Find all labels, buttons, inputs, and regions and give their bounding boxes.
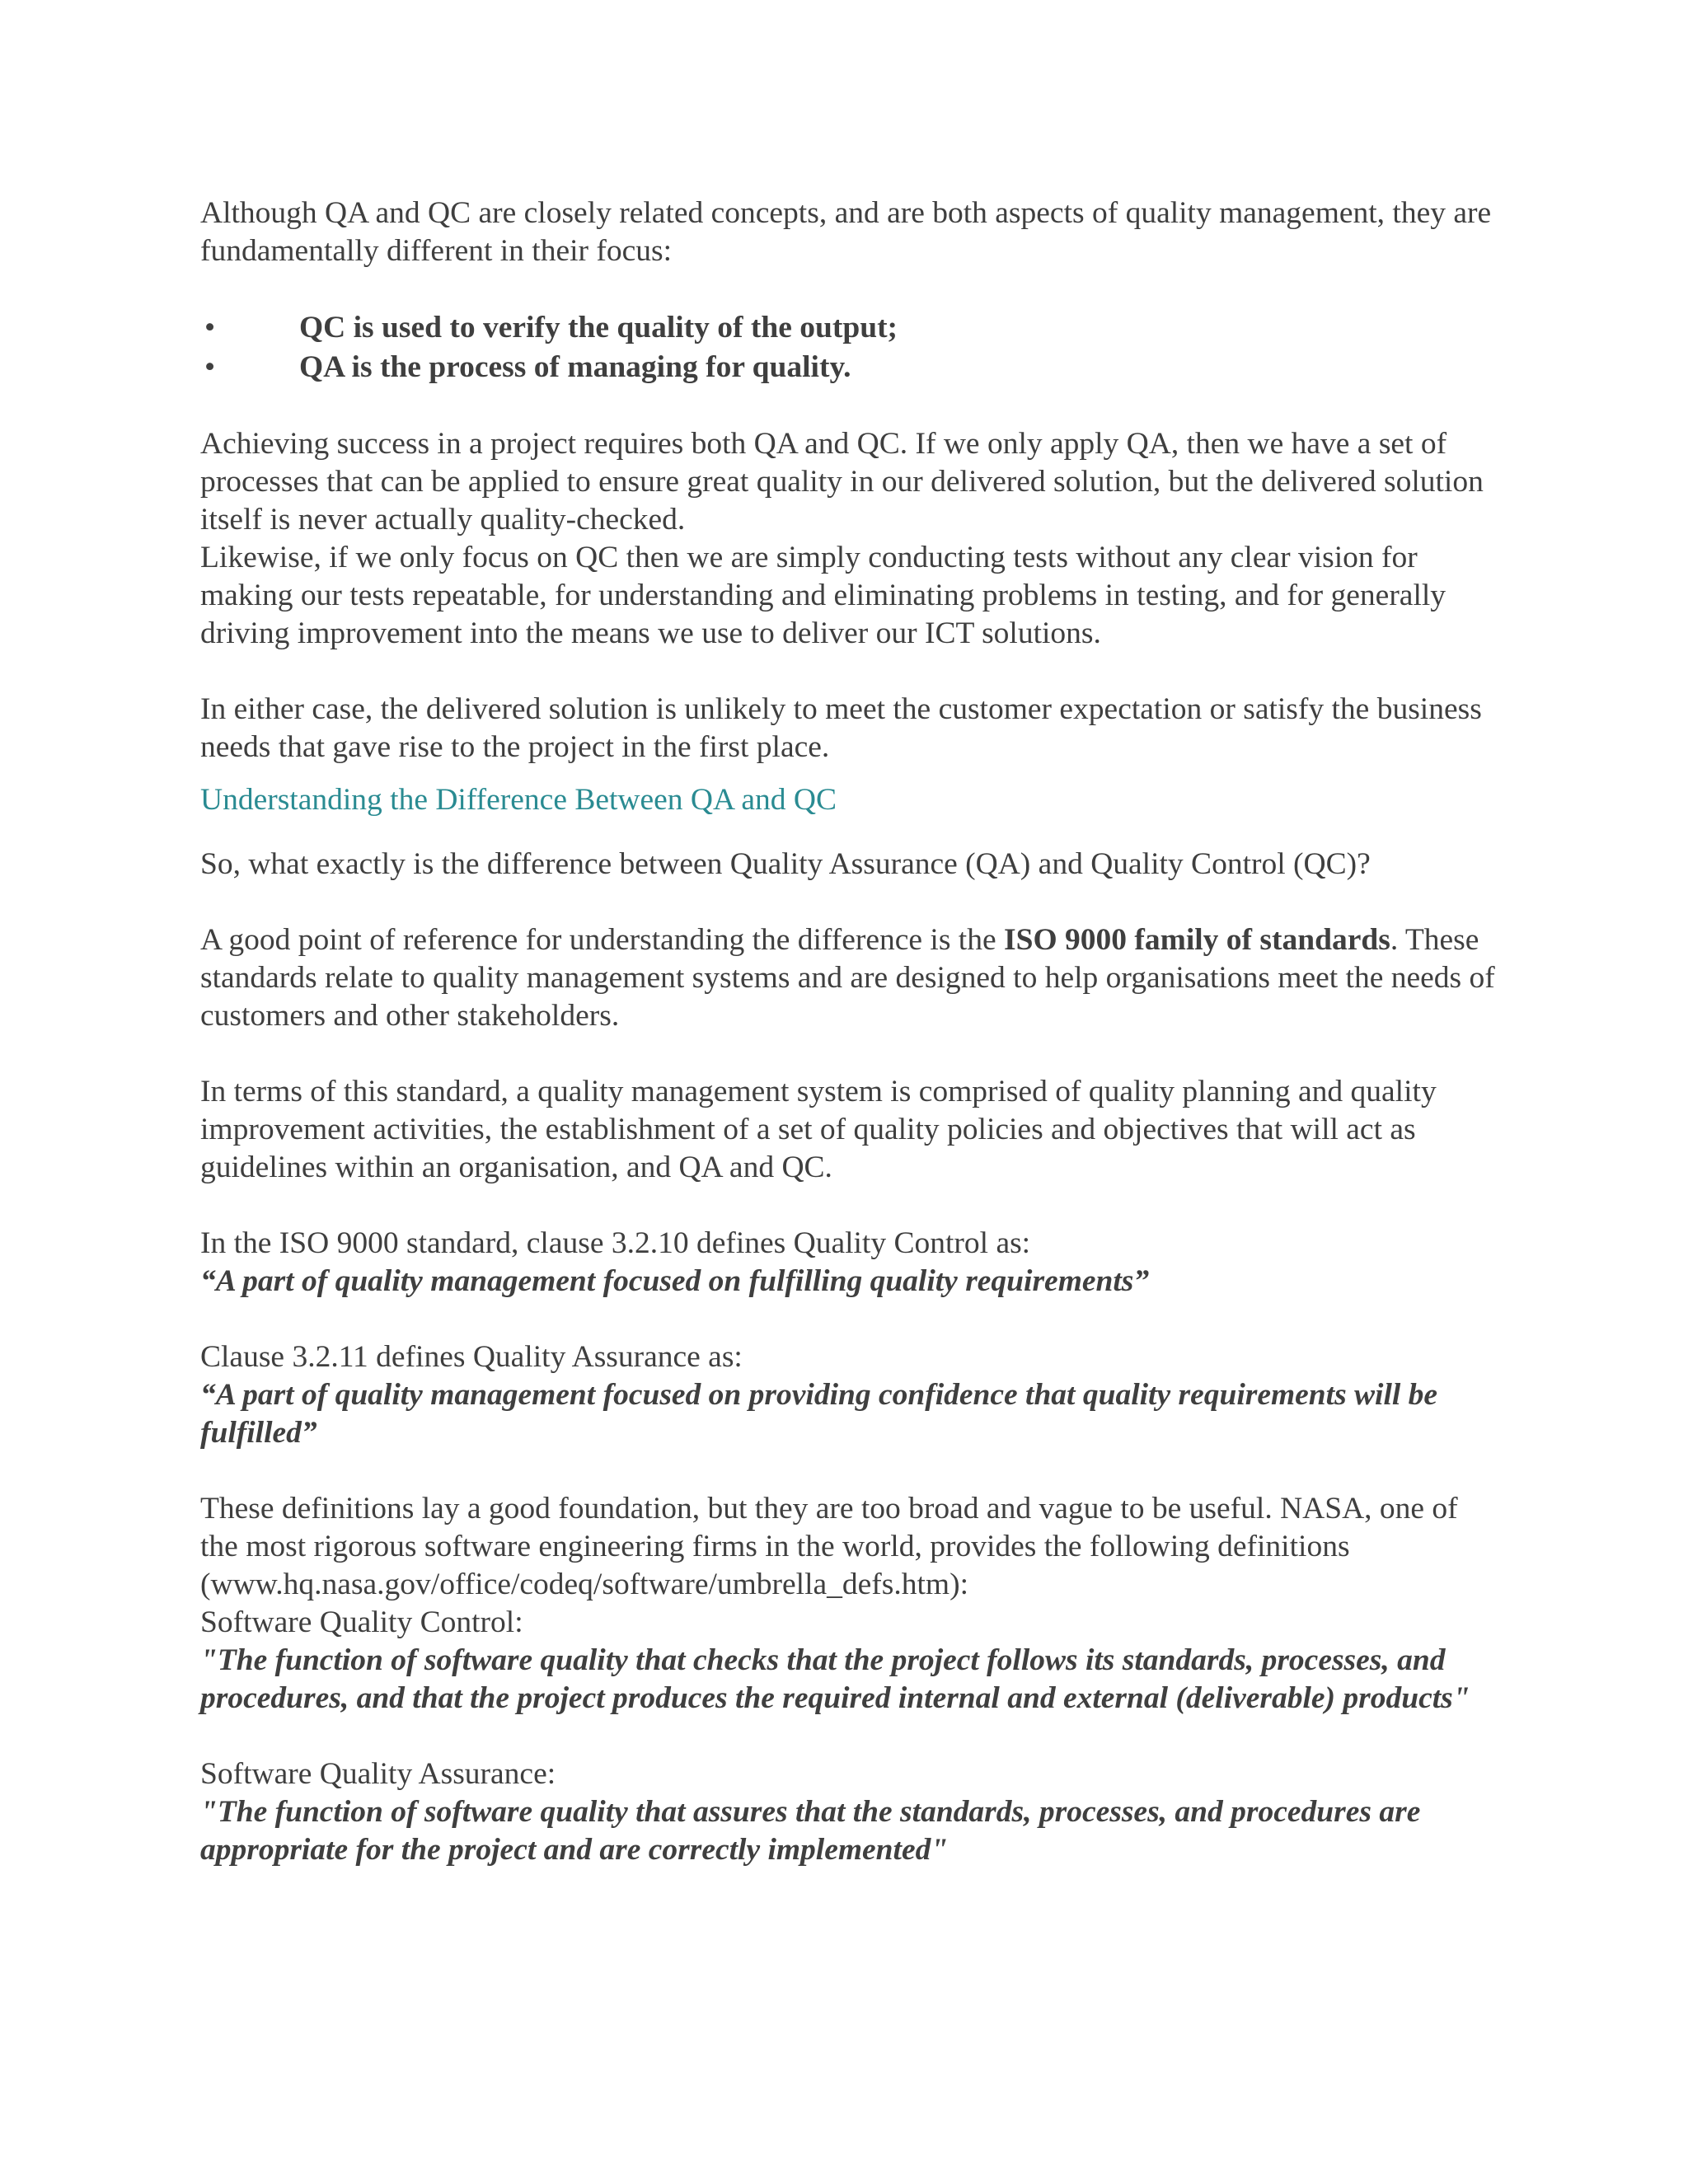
qc-definition-intro: In the ISO 9000 standard, clause 3.2.10 defines Quality Control as: bbox=[200, 1226, 1031, 1260]
qa-definition-intro: Clause 3.2.11 defines Quality Assurance as: bbox=[200, 1340, 743, 1374]
list-item bbox=[200, 348, 1503, 387]
intro-paragraph: Although QA and QC are closely related concepts, and are both aspects of quality management, they are fundamentally different in their focus: bbox=[200, 196, 1492, 268]
bullet-icon: • bbox=[204, 350, 216, 384]
sqa-quote: "The function of software quality that assures that the standards, processes, and procedures are appropriate for the project and are correctly implemented" bbox=[200, 1795, 1421, 1867]
bullet-text: QC is used to verify the quality of the output; bbox=[299, 311, 898, 344]
bullet-list bbox=[200, 308, 1503, 387]
qc-definition-quote: “A part of quality management focused on fulfilling quality requirements” bbox=[200, 1264, 1150, 1298]
list-item bbox=[200, 308, 1503, 348]
sqa-label: Software Quality Assurance: bbox=[200, 1757, 556, 1791]
sqc-quote: "The function of software quality that checks that the project follows its standards, processes, and procedures, and that the project produces the required internal and external (deliverable) products" bbox=[200, 1643, 1470, 1715]
iso-paragraph bbox=[200, 921, 1503, 1035]
likewise-paragraph: Likewise, if we only focus on QC then we are simply conducting tests without any clear vision for making our tests repeatable, for understanding and eliminating problems in testing, and for generally driving improvement into the means we use to deliver our ICT solutions. bbox=[200, 541, 1447, 650]
question-paragraph: So, what exactly is the difference between Quality Assurance (QA) and Quality Control (QC)? bbox=[200, 847, 1371, 881]
document-page bbox=[200, 194, 1503, 1869]
sqc-label: Software Quality Control: bbox=[200, 1605, 523, 1639]
iso-text-after: . These standards relate to quality management systems and are designed to help organisations meet the needs of customers and other stakeholders. bbox=[200, 923, 1495, 1033]
nasa-paragraph: These definitions lay a good foundation, but they are too broad and vague to be useful. NASA, one of the most rigorous software engineering firms in the world, provides the following definitions (www.hq.nasa.gov/office/codeq/software/umbrella_defs.htm): bbox=[200, 1492, 1458, 1601]
either-case-paragraph: In either case, the delivered solution is unlikely to meet the customer expectation or satisfy the business needs that gave rise to the project in the first place. bbox=[200, 692, 1482, 764]
qa-definition-quote: “A part of quality management focused on providing confidence that quality requirements will be fulfilled” bbox=[200, 1378, 1438, 1450]
terms-paragraph: In terms of this standard, a quality management system is comprised of quality planning and quality improvement activities, the establishment of a set of quality policies and objectives that will act as guidelines within an organisation, and QA and QC. bbox=[200, 1075, 1437, 1184]
section-heading: Understanding the Difference Between QA and QC bbox=[200, 783, 837, 817]
bullet-icon: • bbox=[204, 311, 216, 344]
iso-standard-name: ISO 9000 family of standards bbox=[1004, 923, 1390, 957]
bullet-text: QA is the process of managing for quality. bbox=[299, 350, 851, 384]
iso-text-before: A good point of reference for understanding the difference is the bbox=[200, 923, 1004, 957]
success-paragraph: Achieving success in a project requires both QA and QC. If we only apply QA, then we have a set of processes that can be applied to ensure great quality in our delivered solution, but the delivered solution itself is never actually quality-checked. bbox=[200, 427, 1484, 537]
